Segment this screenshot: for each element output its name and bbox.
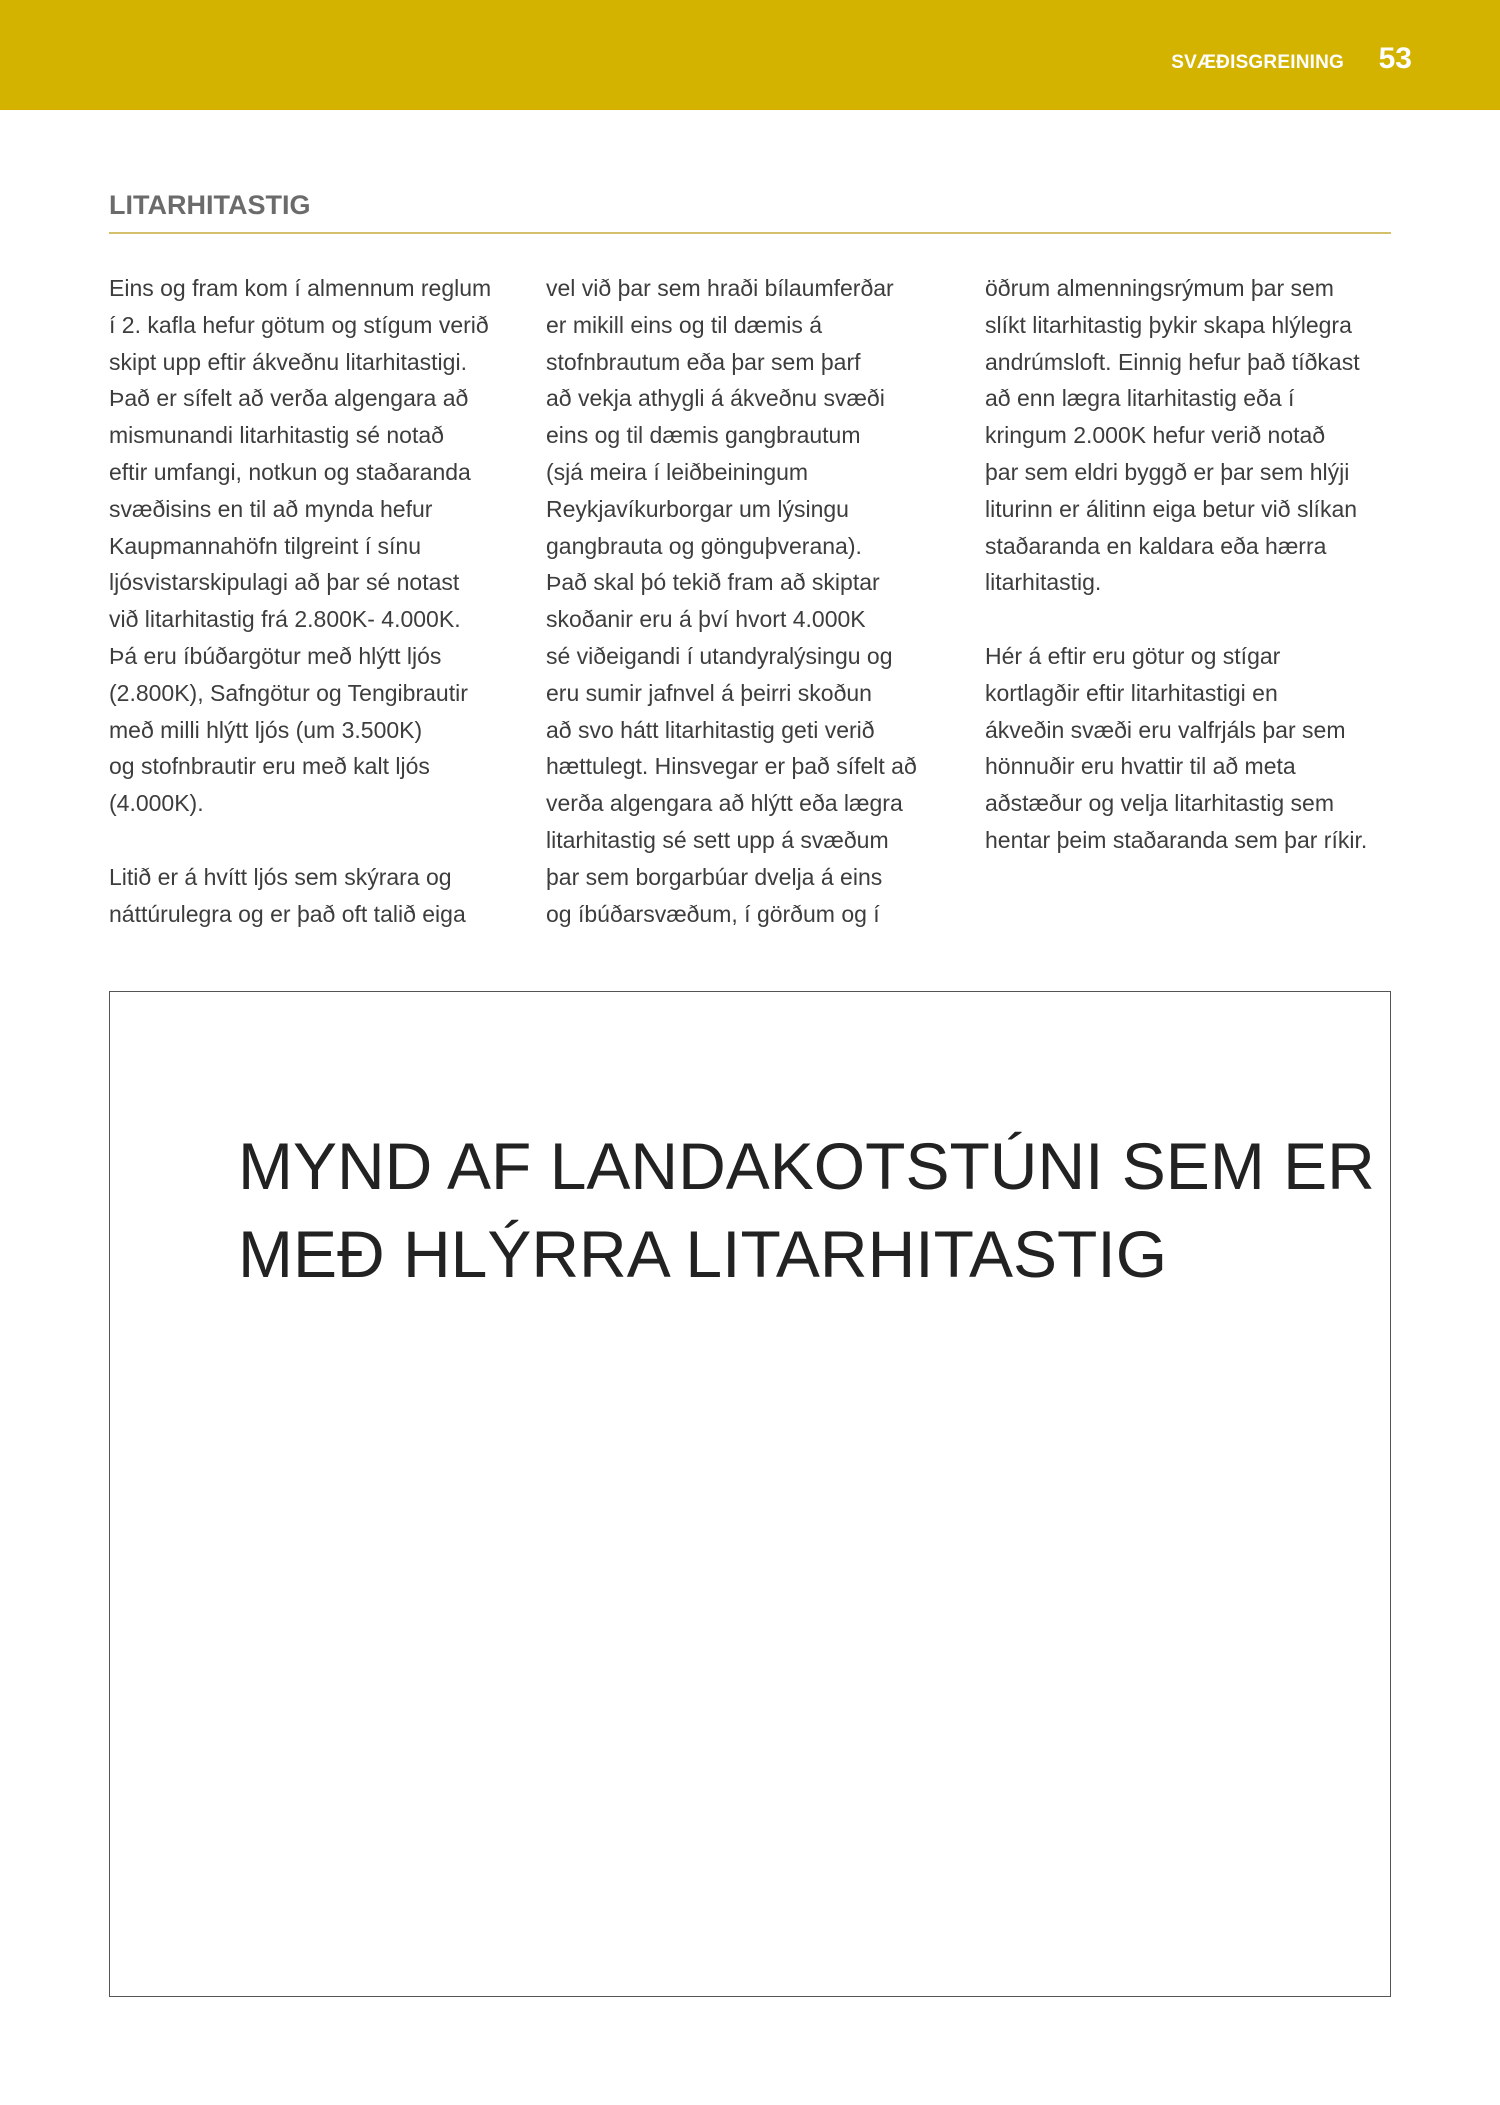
body-text-line: hentar þeim staðaranda sem þar ríkir. [985,826,1368,853]
body-text-line: andrúmsloft. Einnig hefur það tíðkast [985,348,1360,375]
caption-line: MYND AF LANDAKOTSTÚNI SEM ER [238,1129,1375,1203]
body-text-line: við litarhitastig frá 2.800K- 4.000K. [109,606,461,633]
body-text-line: Reykjavíkurborgar um lýsingu [546,495,849,522]
body-text-line: að svo hátt litarhitastig geti verið [546,716,875,743]
body-text-line: hönnuðir eru hvattir til að meta [985,753,1296,780]
body-text-line: Það er sífelt að verða algengara að [109,385,469,412]
body-text-line: og íbúðarsvæðum, í görðum og í [546,900,880,927]
body-text-line: vel við þar sem hraði bílaumferðar [546,275,894,301]
image-placeholder-frame [109,991,1391,1997]
body-text-line: (4.000K). [109,790,204,817]
body-text-line: og stofnbrautir eru með kalt ljós [109,753,430,780]
body-text-line: að vekja athygli á ákveðnu svæði [546,385,885,412]
body-text-line: eins og til dæmis gangbrautum [546,422,861,449]
section-label: SVÆÐISGREINING [1171,52,1344,73]
text-column-1 [109,270,529,932]
body-text-line: Litið er á hvítt ljós sem skýrara og [109,863,452,890]
body-text-line: náttúrulegra og er það oft talið eiga [109,900,466,927]
body-text-line: Kaupmannahöfn tilgreint í sínu [109,532,421,559]
body-text-line: skipt upp eftir ákveðnu litarhitastigi. [109,348,467,375]
body-text-line: verða algengara að hlýtt eða lægra [546,790,903,817]
body-text-line: eru sumir jafnvel á þeirri skoðun [546,679,872,706]
body-text-line: er mikill eins og til dæmis á [546,311,823,338]
caption-line: MEÐ HLÝRRA LITARHITASTIG [238,1217,1168,1291]
body-text-line: ákveðin svæði eru valfrjáls þar sem [985,716,1346,743]
section-heading: LITARHITASTIG [109,190,311,220]
body-text-line: hættulegt. Hinsvegar er það sífelt að [546,753,917,780]
body-text-line: Eins og fram kom í almennum reglum [109,275,492,301]
image-placeholder-caption [238,1122,1375,1298]
body-text-line: (sjá meira í leiðbeiningum [546,458,809,485]
body-text-line: aðstæður og velja litarhitastig sem [985,790,1334,817]
body-text-line: kringum 2.000K hefur verið notað [985,422,1326,449]
paragraph-break [985,601,1405,638]
text-column-2 [546,270,966,932]
body-text-line: eftir umfangi, notkun og staðaranda [109,458,471,485]
body-text-line: sé viðeigandi í utandyralýsingu og [546,642,893,669]
body-text-line: Hér á eftir eru götur og stígar [985,642,1281,669]
body-text-line: þar sem eldri byggð er þar sem hlýji [985,458,1350,485]
body-text-line: stofnbrautum eða þar sem þarf [546,348,861,375]
body-text-line: gangbrauta og gönguþverana). [546,532,862,559]
body-text-line: þar sem borgarbúar dvelja á eins [546,863,883,890]
body-text-line: Þá eru íbúðargötur með hlýtt ljós [109,642,442,669]
body-text-line: að enn lægra litarhitastig eða í [985,385,1295,412]
body-text-line: litarhitastig sé sett upp á svæðum [546,826,889,853]
body-text-line: liturinn er álitinn eiga betur við slíkan [985,495,1358,522]
body-text-line: ljósvistarskipulagi að þar sé notast [109,569,460,596]
text-column-3 [985,270,1405,859]
body-text-line: mismunandi litarhitastig sé notað [109,422,444,449]
body-text-line: með milli hlýtt ljós (um 3.500K) [109,716,423,743]
heading-divider [109,232,1391,234]
paragraph-break [109,822,529,859]
body-text-line: Það skal þó tekið fram að skiptar [546,569,880,596]
page-number: 53 [1378,42,1412,75]
body-text-line: (2.800K), Safngötur og Tengibrautir [109,679,468,706]
body-text-line: slíkt litarhitastig þykir skapa hlýlegra [985,311,1352,338]
body-text-line: staðaranda en kaldara eða hærra [985,532,1327,559]
body-text-line: svæðisins en til að mynda hefur [109,495,433,522]
body-text-line: öðrum almenningsrýmum þar sem [985,275,1334,301]
body-text-line: litarhitastig. [985,569,1102,596]
body-text-line: skoðanir eru á því hvort 4.000K [546,606,866,633]
body-text-line: í 2. kafla hefur götum og stígum verið [109,311,489,338]
body-text-line: kortlagðir eftir litarhitastigi en [985,679,1278,706]
